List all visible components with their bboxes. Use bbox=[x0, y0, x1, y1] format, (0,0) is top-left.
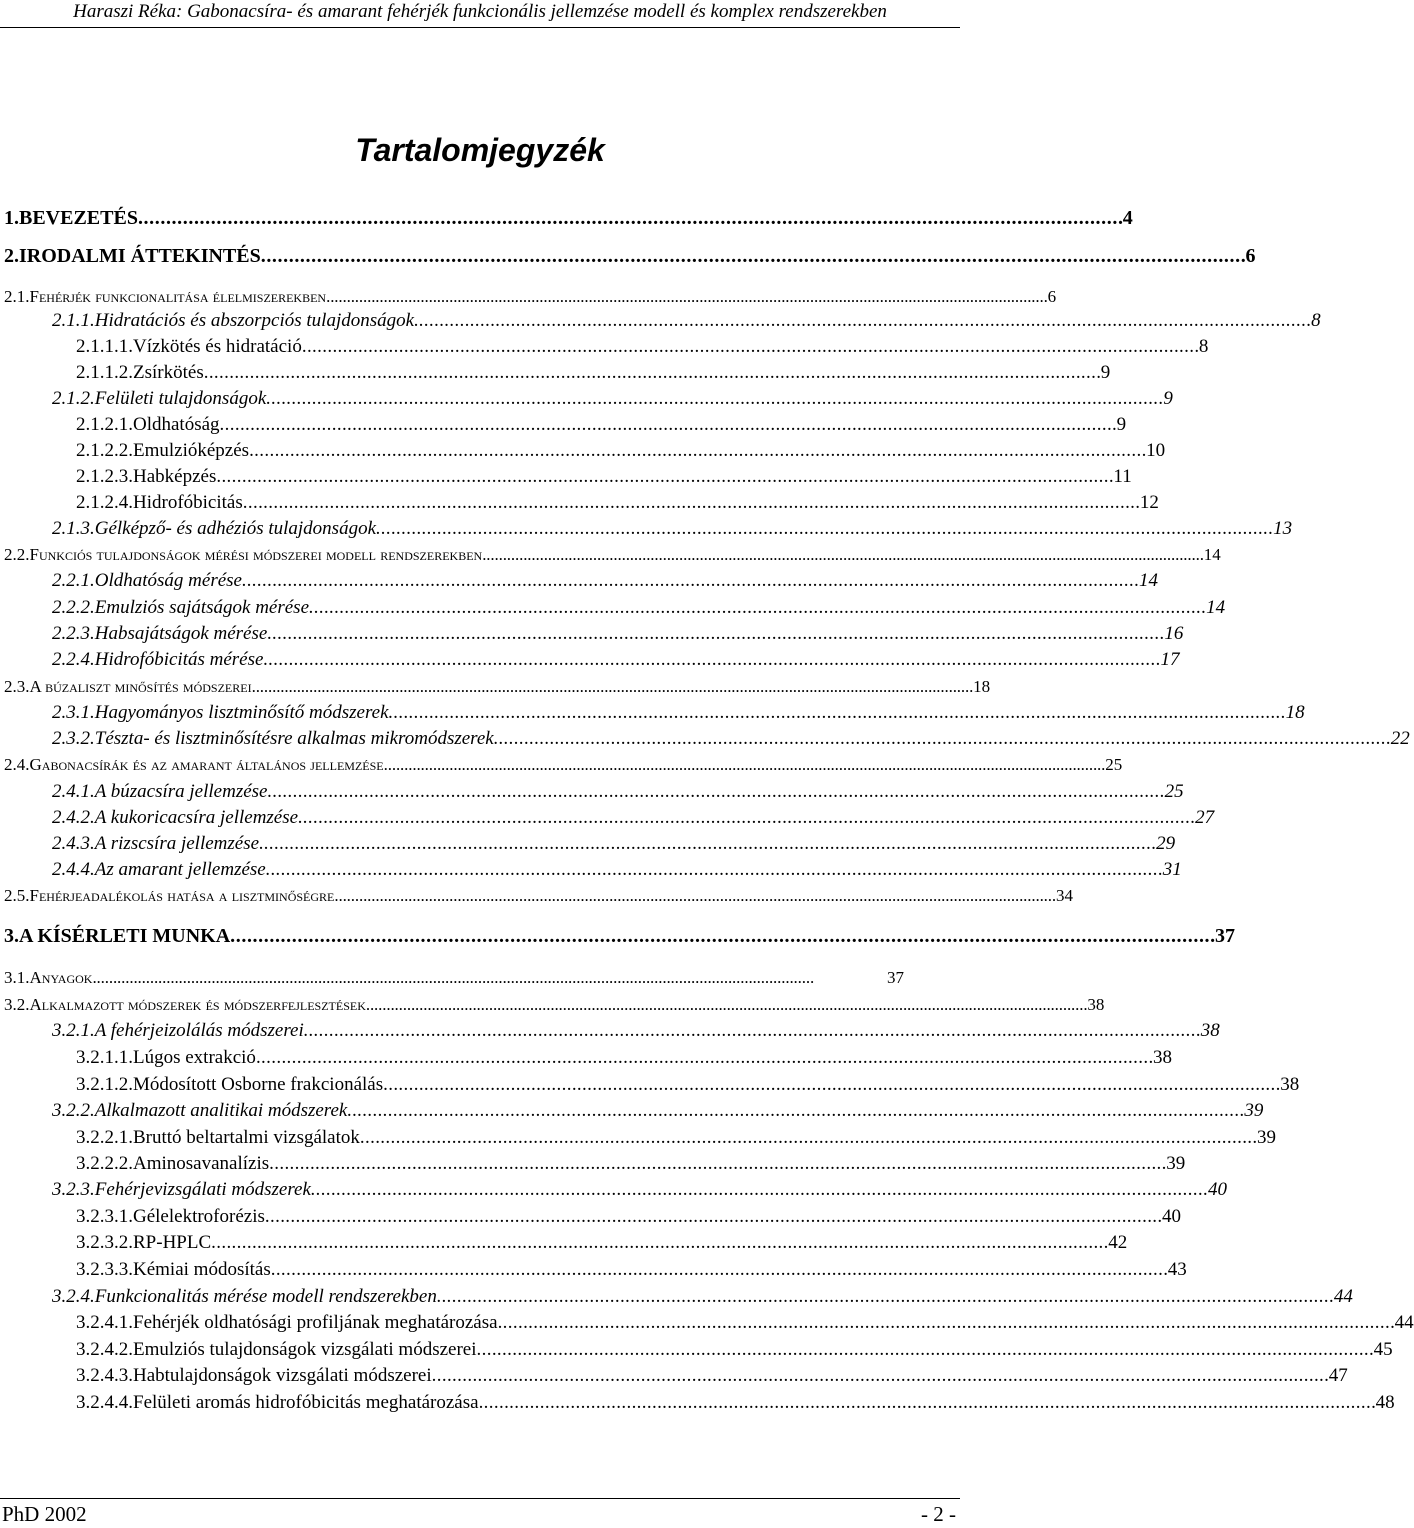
toc-entry-page: 25 bbox=[1105, 755, 1123, 774]
toc-entry-page: 38 bbox=[1087, 995, 1105, 1014]
toc-dot-leader bbox=[266, 856, 1161, 883]
toc-entry-page: 27 bbox=[1195, 807, 1215, 828]
toc-dot-leader bbox=[304, 1017, 1199, 1044]
toc-entry-label: Fehérjeadalékolás hatása a lisztminőségre bbox=[29, 886, 335, 905]
toc-entry-number: 3.2.4.3. bbox=[76, 1365, 133, 1386]
toc-dot-leader bbox=[211, 1229, 1106, 1256]
toc-entry-page: 44 bbox=[1394, 1312, 1414, 1333]
toc-entry[interactable] bbox=[52, 1283, 1353, 1310]
toc-entry[interactable] bbox=[76, 463, 1132, 490]
toc-entry-label: Fehérjék oldhatósági profiljának meghatározása bbox=[133, 1312, 498, 1333]
toc-entry-page: 39 bbox=[1244, 1100, 1264, 1121]
toc-dot-leader bbox=[311, 1176, 1206, 1203]
toc-entry-number: 3.2.2.2. bbox=[76, 1153, 133, 1174]
toc-entry-page: 42 bbox=[1108, 1232, 1128, 1253]
toc-entry-label: Habsajátságok mérése bbox=[94, 623, 268, 644]
toc-entry[interactable] bbox=[76, 1203, 1181, 1230]
toc-entry-label: Hidrofóbicitás bbox=[133, 492, 243, 513]
toc-entry-label: Gélelektroforézis bbox=[133, 1206, 265, 1227]
toc-entry-label: Emulziós tulajdonságok vizsgálati módszerei bbox=[133, 1339, 477, 1360]
toc-entry[interactable] bbox=[4, 541, 1221, 568]
toc-entry-number: 2.4. bbox=[4, 755, 30, 774]
toc-entry-label: Vízkötés és hidratáció bbox=[133, 336, 302, 357]
toc-dot-leader bbox=[302, 333, 1197, 360]
toc-entry-page: 9 bbox=[1116, 414, 1127, 435]
toc-entry-label: Fehérjevizsgálati módszerek bbox=[94, 1179, 311, 1200]
toc-entry-page: 12 bbox=[1139, 492, 1159, 513]
toc-entry[interactable] bbox=[76, 1389, 1395, 1416]
toc-entry-label: Aminosavanalízis bbox=[133, 1153, 270, 1174]
toc-entry[interactable] bbox=[76, 1150, 1186, 1177]
toc-entry-page: 16 bbox=[1164, 623, 1184, 644]
toc-entry-page: 31 bbox=[1162, 859, 1182, 880]
toc-entry-page: 38 bbox=[1200, 1020, 1220, 1041]
toc-dot-leader bbox=[268, 778, 1163, 805]
toc-entry[interactable] bbox=[76, 333, 1209, 360]
toc-dot-leader bbox=[242, 567, 1137, 594]
toc-dot-leader bbox=[298, 804, 1193, 831]
toc-entry-page: 39 bbox=[1166, 1153, 1186, 1174]
toc-entry-page: 40 bbox=[1161, 1206, 1181, 1227]
toc-entry-page: 14 bbox=[1203, 545, 1221, 564]
toc-entry-label: A KÍSÉRLETI MUNKA bbox=[19, 925, 231, 947]
toc-entry-number: 2.1.2. bbox=[52, 388, 95, 409]
toc-entry-page: 9 bbox=[1163, 388, 1173, 409]
toc-entry-number: 2.5. bbox=[4, 886, 30, 905]
toc-entry-number: 2.4.1. bbox=[52, 781, 95, 802]
toc-entry[interactable] bbox=[76, 1256, 1187, 1283]
toc-entry[interactable] bbox=[52, 804, 1215, 831]
toc-entry-label: Bruttó beltartalmi vizsgálatok bbox=[133, 1127, 360, 1148]
toc-entry[interactable] bbox=[4, 243, 1256, 270]
toc-dot-leader bbox=[326, 283, 1046, 310]
toc-entry-page: 38 bbox=[1153, 1047, 1172, 1068]
toc-entry-label: Felületi tulajdonságok bbox=[94, 388, 267, 409]
toc-dot-leader bbox=[309, 594, 1204, 621]
toc-entry-label: Gélképző- és adhéziós tulajdonságok bbox=[94, 518, 377, 539]
toc-entry-number: 3.2.3.3. bbox=[76, 1259, 133, 1280]
toc-entry-label: A kukoricacsíra jellemzése bbox=[94, 807, 299, 828]
toc-entry-label: Funkciós tulajdonságok mérési módszerei modell rendszerekben bbox=[29, 545, 483, 564]
toc-entry-page: 22 bbox=[1390, 728, 1410, 749]
toc-entry[interactable] bbox=[76, 1336, 1393, 1363]
toc-entry[interactable] bbox=[4, 991, 1105, 1018]
toc-entry-number: 2.3.2. bbox=[52, 728, 95, 749]
footer-degree-year: PhD 2002 bbox=[2, 1502, 87, 1526]
toc-entry[interactable] bbox=[76, 489, 1159, 516]
toc-entry[interactable] bbox=[4, 964, 904, 991]
toc-entry[interactable] bbox=[52, 385, 1173, 412]
toc-entry[interactable] bbox=[4, 283, 1057, 310]
toc-entry-label: Felületi aromás hidrofóbicitás meghatározása bbox=[133, 1392, 479, 1413]
toc-entry-number: 3.1. bbox=[4, 968, 30, 987]
toc-entry[interactable] bbox=[52, 567, 1159, 594]
toc-entry-label: Lúgos extrakció bbox=[133, 1047, 256, 1068]
toc-entry-page: 8 bbox=[1311, 310, 1321, 331]
toc-entry-page: 14 bbox=[1206, 597, 1226, 618]
toc-entry-page: 6 bbox=[1047, 287, 1057, 306]
footer-page-number: - 2 - bbox=[921, 1502, 956, 1526]
toc-entry-label: BEVEZETÉS bbox=[19, 207, 138, 229]
toc-dot-leader bbox=[479, 1389, 1374, 1416]
toc-dot-leader bbox=[334, 882, 1054, 909]
toc-entry-number: 2.2.4. bbox=[52, 649, 95, 670]
toc-entry-number: 2.1.2.2. bbox=[76, 440, 133, 461]
toc-entry-number: 3. bbox=[4, 925, 19, 947]
toc-entry-page: 43 bbox=[1167, 1259, 1187, 1280]
toc-dot-leader bbox=[383, 1071, 1278, 1098]
toc-entry-number: 3.2.2. bbox=[52, 1100, 95, 1121]
toc-entry-label: Oldhatóság bbox=[133, 414, 220, 435]
toc-dot-leader bbox=[376, 515, 1271, 542]
toc-dot-leader bbox=[494, 725, 1389, 752]
toc-entry-label: Tészta- és lisztminősítésre alkalmas mikromódszerek bbox=[94, 728, 494, 749]
toc-entry-number: 3.2.3. bbox=[52, 1179, 95, 1200]
toc-dot-leader bbox=[267, 620, 1162, 647]
toc-entry-page: 14 bbox=[1139, 570, 1159, 591]
toc-entry-label: Fehérjék funkcionalitása élelmiszerekben bbox=[29, 287, 327, 306]
toc-entry-number: 2.4.2. bbox=[52, 807, 95, 828]
toc-entry-page: 47 bbox=[1328, 1365, 1348, 1386]
toc-entry-number: 2.1.2.4. bbox=[76, 492, 133, 513]
toc-dot-leader bbox=[384, 751, 1104, 778]
toc-entry-number: 1. bbox=[4, 207, 19, 229]
toc-entry[interactable] bbox=[76, 411, 1127, 438]
toc-entry-number: 3.2.1.1. bbox=[76, 1047, 133, 1068]
toc-entry-page: 44 bbox=[1333, 1286, 1353, 1307]
toc-entry-label: Kémiai módosítás bbox=[133, 1259, 271, 1280]
toc-entry-label: Habképzés bbox=[133, 466, 217, 487]
toc-entry[interactable] bbox=[52, 1097, 1264, 1124]
toc-entry-number: 3.2.4.4. bbox=[76, 1392, 133, 1413]
toc-dot-leader bbox=[249, 437, 1144, 464]
toc-entry-page: 25 bbox=[1164, 781, 1184, 802]
toc-entry-number: 2.1.2.3. bbox=[76, 466, 133, 487]
toc-entry[interactable] bbox=[76, 1124, 1276, 1151]
footer-divider bbox=[0, 1498, 960, 1499]
toc-entry-label: Módosított Osborne frakcionálás bbox=[133, 1074, 384, 1095]
toc-dot-leader bbox=[437, 1283, 1332, 1310]
toc-entry-number: 2.2.2. bbox=[52, 597, 95, 618]
toc-entry-label: RP-HPLC bbox=[133, 1232, 212, 1253]
header-divider bbox=[0, 27, 960, 28]
toc-entry-label: Funkcionalitás mérése modell rendszerekben bbox=[94, 1286, 437, 1307]
toc-entry-page: 17 bbox=[1160, 649, 1180, 670]
toc-entry-number: 2.4.4. bbox=[52, 859, 95, 880]
toc-entry[interactable] bbox=[4, 205, 1133, 232]
toc-entry-number: 2.3. bbox=[4, 677, 30, 696]
toc-entry-number: 3.2.3.1. bbox=[76, 1206, 133, 1227]
toc-dot-leader bbox=[138, 205, 1121, 232]
toc-entry-page: 37 bbox=[1214, 925, 1235, 947]
toc-entry-number: 2.1. bbox=[4, 287, 30, 306]
toc-entry-number: 2.2. bbox=[4, 545, 30, 564]
toc-dot-leader bbox=[256, 1044, 1151, 1071]
toc-dot-leader bbox=[477, 1336, 1372, 1363]
toc-entry-number: 3.2.3.2. bbox=[76, 1232, 133, 1253]
toc-entry-number: 2.1.1. bbox=[52, 310, 95, 331]
toc-entry-label: Hidrofóbicitás mérése bbox=[94, 649, 264, 670]
toc-entry-page: 39 bbox=[1256, 1127, 1276, 1148]
toc-entry[interactable] bbox=[52, 1176, 1227, 1203]
toc-entry-label: Anyagok bbox=[29, 968, 93, 987]
toc-dot-leader bbox=[271, 1256, 1166, 1283]
toc-dot-leader bbox=[432, 1362, 1327, 1389]
toc-entry[interactable] bbox=[52, 856, 1182, 883]
toc-dot-leader bbox=[366, 991, 1086, 1018]
toc-entry-page: 29 bbox=[1156, 833, 1176, 854]
toc-entry[interactable] bbox=[52, 778, 1184, 805]
toc-entry-page: 40 bbox=[1207, 1179, 1227, 1200]
toc-entry-label: Zsírkötés bbox=[133, 362, 204, 383]
toc-entry-label: IRODALMI ÁTTEKINTÉS bbox=[19, 245, 261, 267]
toc-entry[interactable] bbox=[52, 699, 1305, 726]
toc-entry-number: 2.3.1. bbox=[52, 702, 95, 723]
toc-entry[interactable] bbox=[76, 1362, 1348, 1389]
page-title: Tartalomjegyzék bbox=[355, 132, 605, 168]
toc-entry-label: Emulziós sajátságok mérése bbox=[94, 597, 310, 618]
toc-dot-leader bbox=[92, 964, 885, 991]
toc-entry[interactable] bbox=[52, 515, 1293, 542]
toc-entry-page: 13 bbox=[1273, 518, 1293, 539]
toc-dot-leader bbox=[266, 385, 1161, 412]
toc-entry-number: 3.2.1. bbox=[52, 1020, 95, 1041]
toc-entry-number: 2.2.3. bbox=[52, 623, 95, 644]
toc-entry-label: Alkalmazott módszerek és módszerfejlesztések bbox=[29, 995, 366, 1014]
toc-entry-page: 45 bbox=[1373, 1339, 1393, 1360]
toc-entry[interactable] bbox=[76, 1071, 1300, 1098]
toc-entry-page: 8 bbox=[1198, 336, 1209, 357]
toc-entry-label: Az amarant jellemzése bbox=[94, 859, 266, 880]
toc-entry-label: Oldhatóság mérése bbox=[94, 570, 242, 591]
toc-entry-page: 11 bbox=[1113, 466, 1132, 487]
toc-entry-number: 3.2.4. bbox=[52, 1286, 95, 1307]
toc-entry-label: A rizscsíra jellemzése bbox=[94, 833, 260, 854]
running-header: Haraszi Réka: Gabonacsíra- és amarant fehérjék funkcionális jellemzése modell és komplex rendszerekben bbox=[73, 1, 887, 22]
toc-entry-page: 37 bbox=[887, 968, 904, 987]
toc-dot-leader bbox=[263, 646, 1158, 673]
toc-entry-page: 4 bbox=[1122, 207, 1133, 229]
toc-entry-number: 2.2.1. bbox=[52, 570, 95, 591]
toc-entry[interactable] bbox=[52, 620, 1184, 647]
toc-entry[interactable] bbox=[76, 437, 1166, 464]
toc-entry[interactable] bbox=[52, 1017, 1220, 1044]
toc-entry[interactable] bbox=[52, 594, 1226, 621]
toc-entry-page: 9 bbox=[1100, 362, 1111, 383]
toc-entry[interactable] bbox=[52, 725, 1410, 752]
toc-entry-label: A búzacsíra jellemzése bbox=[94, 781, 268, 802]
toc-entry[interactable] bbox=[76, 1229, 1128, 1256]
toc-entry[interactable] bbox=[4, 923, 1235, 950]
toc-entry-number: 3.2.4.1. bbox=[76, 1312, 133, 1333]
toc-dot-leader bbox=[265, 1203, 1160, 1230]
toc-entry-number: 2.1.2.1. bbox=[76, 414, 133, 435]
toc-entry-label: A búzaliszt minősítés módszerei bbox=[29, 677, 252, 696]
toc-dot-leader bbox=[259, 830, 1154, 857]
toc-entry[interactable] bbox=[4, 882, 1073, 909]
toc-entry-label: Emulzióképzés bbox=[133, 440, 250, 461]
toc-dot-leader bbox=[252, 673, 972, 700]
toc-entry-number: 2.1.1.1. bbox=[76, 336, 133, 357]
toc-entry-page: 48 bbox=[1375, 1392, 1395, 1413]
toc-dot-leader bbox=[269, 1150, 1164, 1177]
toc-entry-label: Hidratációs és abszorpciós tulajdonságok bbox=[94, 310, 415, 331]
toc-entry-number: 2.1.1.2. bbox=[76, 362, 133, 383]
toc-dot-leader bbox=[261, 243, 1244, 270]
toc-entry[interactable] bbox=[52, 830, 1176, 857]
toc-dot-leader bbox=[414, 307, 1309, 334]
toc-dot-leader bbox=[360, 1124, 1255, 1151]
toc-entry[interactable] bbox=[4, 673, 991, 700]
toc-entry-page: 18 bbox=[1285, 702, 1305, 723]
toc-entry[interactable] bbox=[52, 307, 1321, 334]
toc-entry-number: 3.2. bbox=[4, 995, 30, 1014]
toc-entry-number: 3.2.4.2. bbox=[76, 1339, 133, 1360]
toc-dot-leader bbox=[482, 541, 1202, 568]
toc-dot-leader bbox=[347, 1097, 1242, 1124]
toc-dot-leader bbox=[389, 699, 1284, 726]
toc-entry[interactable] bbox=[76, 359, 1111, 386]
toc-entry[interactable] bbox=[76, 1309, 1414, 1336]
toc-dot-leader bbox=[220, 411, 1115, 438]
toc-entry-label: Gabonacsírák és az amarant általános jellemzése bbox=[29, 755, 384, 774]
toc-entry[interactable] bbox=[4, 751, 1123, 778]
toc-entry[interactable] bbox=[76, 1044, 1172, 1071]
toc-dot-leader bbox=[243, 489, 1138, 516]
toc-entry-number: 3.2.2.1. bbox=[76, 1127, 133, 1148]
toc-entry-label: Alkalmazott analitikai módszerek bbox=[94, 1100, 348, 1121]
toc-entry[interactable] bbox=[52, 646, 1180, 673]
toc-entry-label: Hagyományos lisztminősítő módszerek bbox=[94, 702, 389, 723]
toc-entry-page: 18 bbox=[973, 677, 991, 696]
toc-dot-leader bbox=[204, 359, 1099, 386]
toc-entry-number: 2.1.3. bbox=[52, 518, 95, 539]
toc-dot-leader bbox=[498, 1309, 1393, 1336]
toc-entry-number: 2. bbox=[4, 245, 19, 267]
toc-dot-leader bbox=[216, 463, 1111, 490]
toc-entry-page: 34 bbox=[1055, 886, 1073, 905]
toc-entry-number: 3.2.1.2. bbox=[76, 1074, 133, 1095]
toc-entry-page: 10 bbox=[1146, 440, 1166, 461]
toc-entry-number: 2.4.3. bbox=[52, 833, 95, 854]
toc-entry-label: Habtulajdonságok vizsgálati módszerei bbox=[133, 1365, 432, 1386]
toc-entry-label: A fehérjeizolálás módszerei bbox=[94, 1020, 304, 1041]
toc-dot-leader bbox=[230, 923, 1213, 950]
toc-entry-page: 6 bbox=[1245, 245, 1256, 267]
toc-entry-page: 38 bbox=[1280, 1074, 1300, 1095]
